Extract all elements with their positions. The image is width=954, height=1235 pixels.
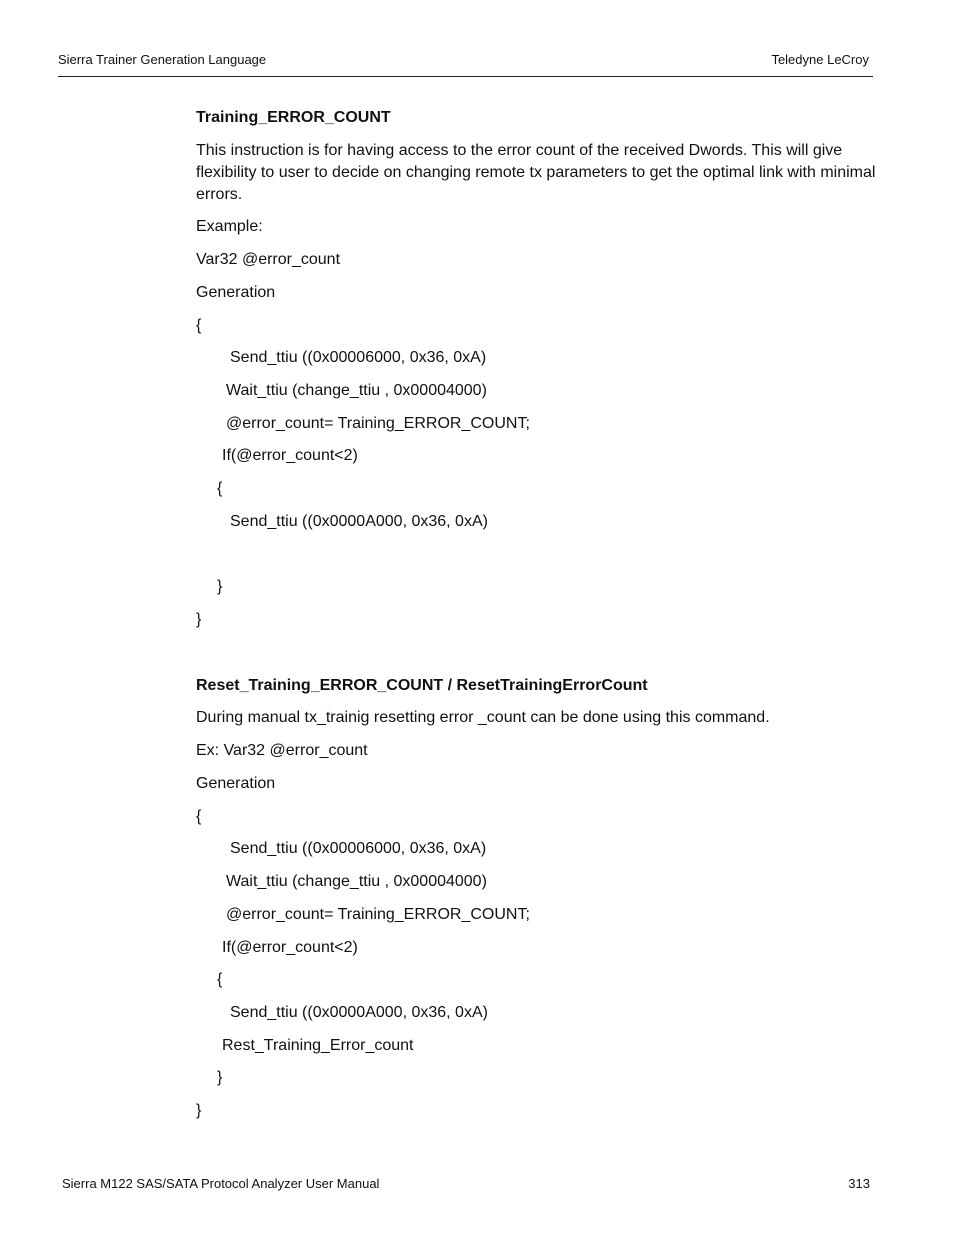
section-description: This instruction is for having access to the error count of the received Dwords. This will give flexibility to user to decide on changing remote tx parameters to get the optimal link with minimal errors. bbox=[196, 142, 876, 203]
section-description: During manual tx_trainig resetting error _count can be done using this command. bbox=[196, 709, 770, 726]
header-doc-title: Sierra Trainer Generation Language bbox=[58, 52, 267, 67]
page-number: 313 bbox=[848, 1176, 870, 1191]
code-line: Rest_Training_Error_count bbox=[222, 1037, 414, 1054]
section-heading-reset-training-error-count: Reset_Training_ERROR_COUNT / ResetTrainingErrorCount bbox=[196, 677, 648, 694]
page-header bbox=[58, 52, 873, 77]
code-line: Ex: Var32 @error_count bbox=[196, 742, 368, 759]
code-line: { bbox=[217, 971, 223, 988]
code-line: Send_ttiu ((0x00006000, 0x36, 0xA) bbox=[230, 840, 487, 857]
code-line: { bbox=[196, 808, 202, 825]
code-line: } bbox=[217, 1069, 223, 1086]
code-line: Wait_ttiu (change_ttiu , 0x00004000) bbox=[226, 382, 487, 399]
footer-manual-title: Sierra M122 SAS/SATA Protocol Analyzer User Manual bbox=[62, 1176, 380, 1191]
header-company: Teledyne LeCroy bbox=[771, 52, 869, 67]
code-line: { bbox=[217, 480, 223, 497]
section-heading-training-error-count: Training_ERROR_COUNT bbox=[196, 109, 391, 126]
code-line: Send_ttiu ((0x0000A000, 0x36, 0xA) bbox=[230, 513, 488, 530]
code-line: } bbox=[196, 1102, 202, 1119]
code-line: If(@error_count<2) bbox=[222, 447, 358, 464]
code-line: Send_ttiu ((0x00006000, 0x36, 0xA) bbox=[230, 349, 487, 366]
code-line: Send_ttiu ((0x0000A000, 0x36, 0xA) bbox=[230, 1004, 488, 1021]
code-line: } bbox=[217, 578, 223, 595]
code-line: Var32 @error_count bbox=[196, 251, 341, 268]
code-line: Wait_ttiu (change_ttiu , 0x00004000) bbox=[226, 873, 487, 890]
code-line: { bbox=[196, 317, 202, 334]
code-line: @error_count= Training_ERROR_COUNT; bbox=[226, 415, 530, 432]
example-label: Example: bbox=[196, 218, 263, 235]
code-line: @error_count= Training_ERROR_COUNT; bbox=[226, 906, 530, 923]
code-line: If(@error_count<2) bbox=[222, 939, 358, 956]
code-line: Generation bbox=[196, 775, 276, 792]
code-line: Generation bbox=[196, 284, 276, 301]
code-line: } bbox=[196, 611, 202, 628]
